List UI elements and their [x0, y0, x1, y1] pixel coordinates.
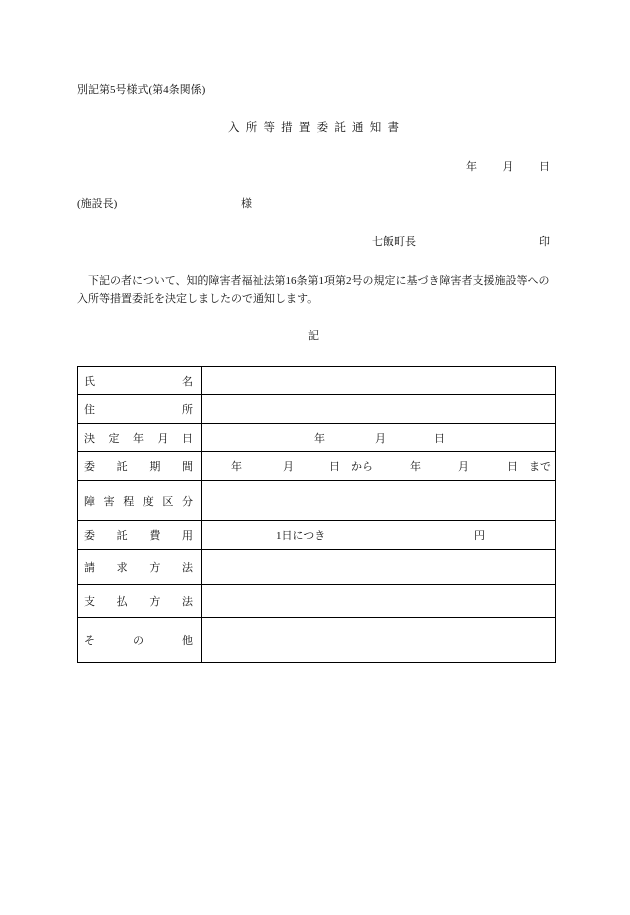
date-day-label: 日 — [539, 161, 550, 173]
row-label: 支払方法 — [84, 596, 193, 608]
row-label: 障害程度区分 — [84, 495, 193, 508]
row-label: その他 — [84, 635, 193, 647]
issuer: 七飯町長 — [372, 236, 416, 248]
honorific: 様 — [241, 198, 252, 210]
period-until: まで — [529, 461, 551, 473]
period-from: から — [351, 461, 373, 473]
row-label: 請求方法 — [84, 562, 193, 574]
table-row-fee — [78, 521, 555, 550]
table-row-billing-method — [78, 550, 555, 585]
period-start-day: 日 — [329, 461, 340, 473]
fee-yen: 円 — [474, 530, 485, 542]
row-label: 委託費用 — [84, 530, 193, 542]
row-label: 氏名 — [84, 375, 193, 388]
period-start-month: 月 — [283, 461, 294, 473]
period-end-month: 月 — [458, 461, 469, 473]
ki-heading: 記 — [308, 330, 319, 342]
period-start-year: 年 — [231, 461, 242, 473]
table-row-payment-method — [78, 585, 555, 618]
period-end-day: 日 — [507, 461, 518, 473]
details-table — [77, 366, 556, 663]
table-row-period — [78, 452, 555, 481]
seal-mark: 印 — [539, 236, 550, 248]
row-label: 委託期間 — [84, 461, 193, 473]
fee-per-day: 1日につき — [276, 530, 326, 542]
issue-date — [466, 160, 550, 174]
form-number: 別記第5号様式(第4条関係) — [77, 84, 206, 96]
addressee: (施設長) — [77, 198, 118, 210]
notice-paragraph: 下記の者について、知的障害者福祉法第16条第1項第2号の規定に基づき障害者支援施設等への入所等措置委託を決定しましたので通知します。 — [77, 275, 550, 305]
document-title: 入所等措置委託通知書 — [228, 122, 399, 134]
decision-year-label: 年 — [314, 432, 325, 445]
date-month-label: 月 — [502, 161, 514, 173]
decision-month-label: 月 — [375, 432, 386, 445]
table-row-name — [78, 367, 555, 395]
row-label: 住所 — [84, 404, 193, 416]
decision-day-label: 日 — [434, 432, 445, 445]
date-year-label: 年 — [466, 161, 477, 173]
row-label: 決定年月日 — [84, 432, 193, 445]
table-row-decision-date — [78, 424, 555, 452]
table-row-disability-level — [78, 481, 555, 521]
table-row-address — [78, 395, 555, 424]
period-end-year: 年 — [410, 461, 421, 473]
table-row-other — [78, 618, 555, 662]
